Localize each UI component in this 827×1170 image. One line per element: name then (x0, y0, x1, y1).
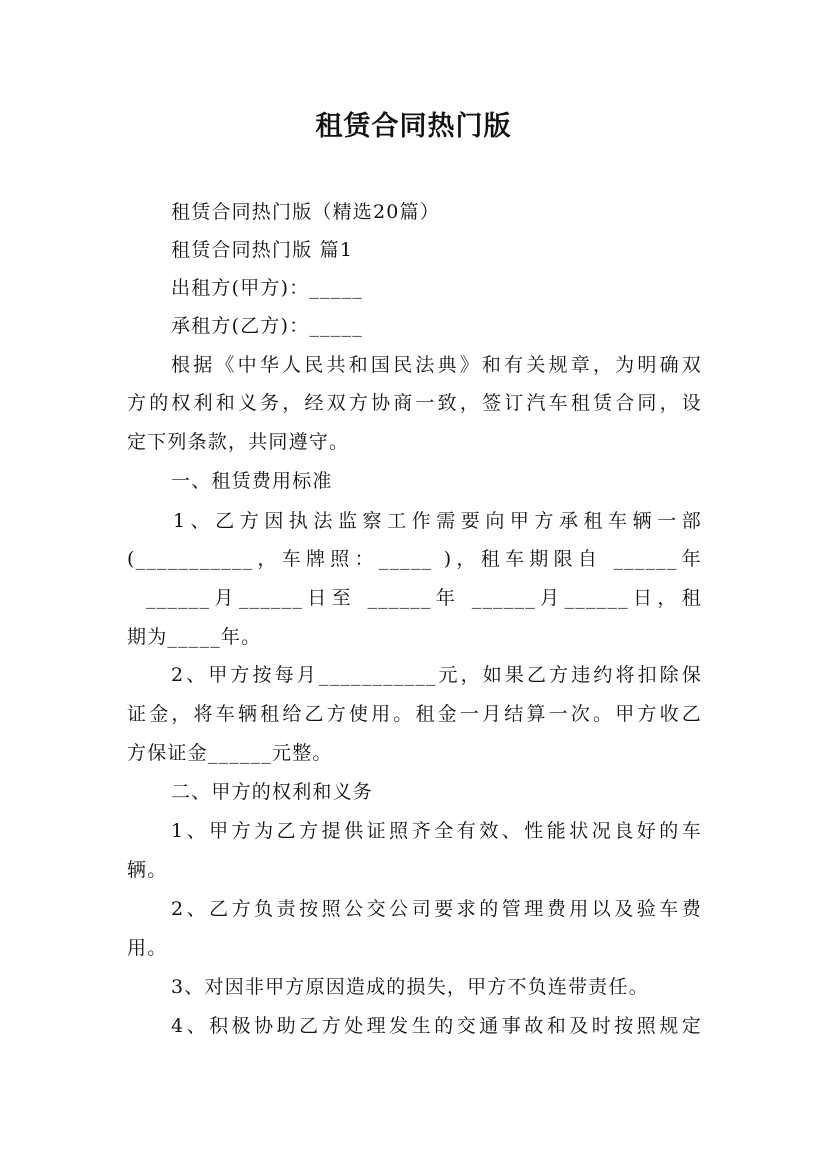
paragraph-line: ______月______日至 ______年 ______月______日，租 (146, 587, 702, 609)
section-heading-line: 租赁合同热门版 篇1 (171, 239, 354, 261)
paragraph-line: 2、乙方负责按照公交公司要求的管理费用以及验车费 (171, 898, 702, 920)
paragraph-line: 定下列条款，共同遵守。 (127, 431, 350, 453)
paragraph-line: 2、甲方按每月___________元，如果乙方违约将扣除保 (171, 664, 702, 686)
clause-heading-line: 一、租赁费用标准 (171, 470, 333, 492)
clause-heading-line: 二、甲方的权利和义务 (171, 781, 374, 803)
paragraph-line: 根据《中华人民共和国民法典》和有关规章，为明确双 (171, 354, 702, 376)
document-title: 租赁合同热门版 (315, 111, 512, 142)
paragraph-line: 方的权利和义务，经双方协商一致，签订汽车租赁合同，设 (127, 392, 702, 414)
paragraph-line: 1、甲方为乙方提供证照齐全有效、性能状况良好的车 (171, 820, 702, 842)
lessor-line: 出租方(甲方)：_____ (171, 277, 363, 299)
paragraph-line: (___________，车牌照：_____ )，租车期限自 ______年 (127, 548, 702, 570)
paragraph-line: 1、乙方因执法监察工作需要向甲方承租车辆一部 (173, 510, 702, 532)
lessee-line: 承租方(乙方)：_____ (171, 315, 363, 337)
paragraph-line: 辆。 (127, 859, 168, 881)
paragraph-line: 用。 (127, 937, 168, 959)
paragraph-line: 证金，将车辆租给乙方使用。租金一月结算一次。甲方收乙 (127, 703, 702, 725)
paragraph-line: 期为_____年。 (127, 626, 262, 648)
paragraph-line: 方保证金______元整。 (127, 742, 333, 764)
paragraph-line: 3、对因非甲方原因造成的损失，甲方不负连带责任。 (171, 976, 649, 998)
paragraph-line: 4、积极协助乙方处理发生的交通事故和及时按照规定 (171, 1015, 702, 1037)
subtitle-line: 租赁合同热门版（精选20篇） (171, 201, 440, 223)
